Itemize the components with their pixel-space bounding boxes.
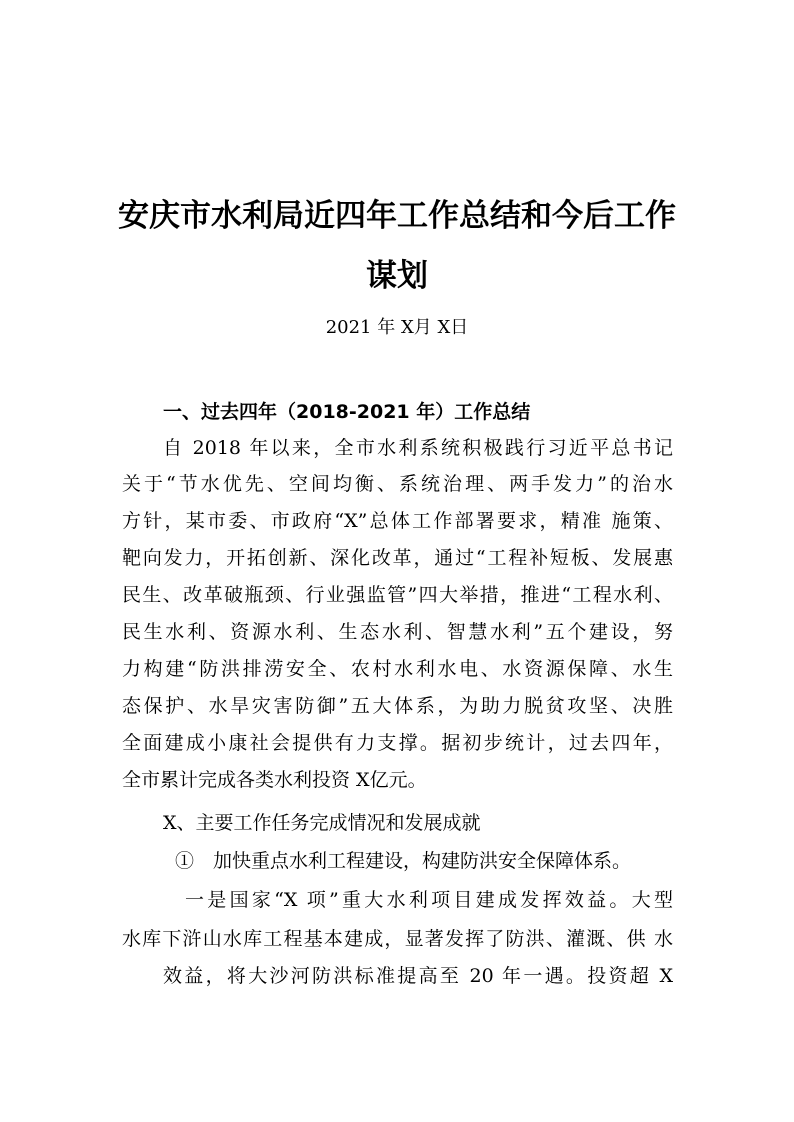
list-item-1: ① 加快重点水利工程建设，构建防洪安全保障体系。 bbox=[175, 850, 632, 872]
paragraph-line: 态保护、水旱灾害防御”五大体系，为助力脱贫攻坚、决胜 bbox=[122, 695, 673, 717]
paragraph-line: 自 2018 年以来，全市水利系统积极践行习近平总书记 bbox=[163, 437, 673, 459]
paragraph-line: 靶向发力，开拓创新、深化改革，通过“工程补短板、发展惠 bbox=[122, 547, 673, 569]
section-heading-1: 一、过去四年（2018-2021 年）工作总结 bbox=[163, 401, 531, 423]
paragraph-line: 方针，某市委、市政府“X”总体工作部署要求，精准 施策、 bbox=[122, 510, 673, 532]
paragraph-line: 全市累计完成各类水利投资 X亿元。 bbox=[122, 769, 427, 791]
paragraph-line: 效益，将大沙河防洪标准提高至 20 年一遇。投资超 X bbox=[163, 965, 673, 987]
paragraph-line: 关于“节水优先、空间均衡、系统治理、两手发力”的治水 bbox=[122, 473, 673, 495]
paragraph-line: 一是国家“X 项”重大水利项目建成发挥效益。大型 bbox=[185, 889, 673, 911]
paragraph-line: 水库下浒山水库工程基本建成，显著发挥了防洪、灌溉、供 水 bbox=[122, 928, 673, 950]
subheading: X、主要工作任务完成情况和发展成就 bbox=[163, 812, 481, 834]
paragraph-line: 民生水利、资源水利、生态水利、智慧水利”五个建设，努 bbox=[122, 621, 673, 643]
paragraph-line: 民生、改革破瓶颈、行业强监管”四大举措，推进“工程水利、 bbox=[122, 584, 673, 606]
document-date: 2021 年 X月 X日 bbox=[325, 317, 469, 338]
paragraph-line: 力构建“防洪排涝安全、农村水利水电、水资源保障、水生 bbox=[122, 658, 673, 680]
paragraph-line: 全面建成小康社会提供有力支撑。据初步统计，过去四年， bbox=[122, 732, 673, 754]
document-title-line-1: 安庆市水利局近四年工作总结和今后工作 bbox=[118, 198, 676, 234]
document-title-line-2: 谋划 bbox=[366, 258, 428, 294]
